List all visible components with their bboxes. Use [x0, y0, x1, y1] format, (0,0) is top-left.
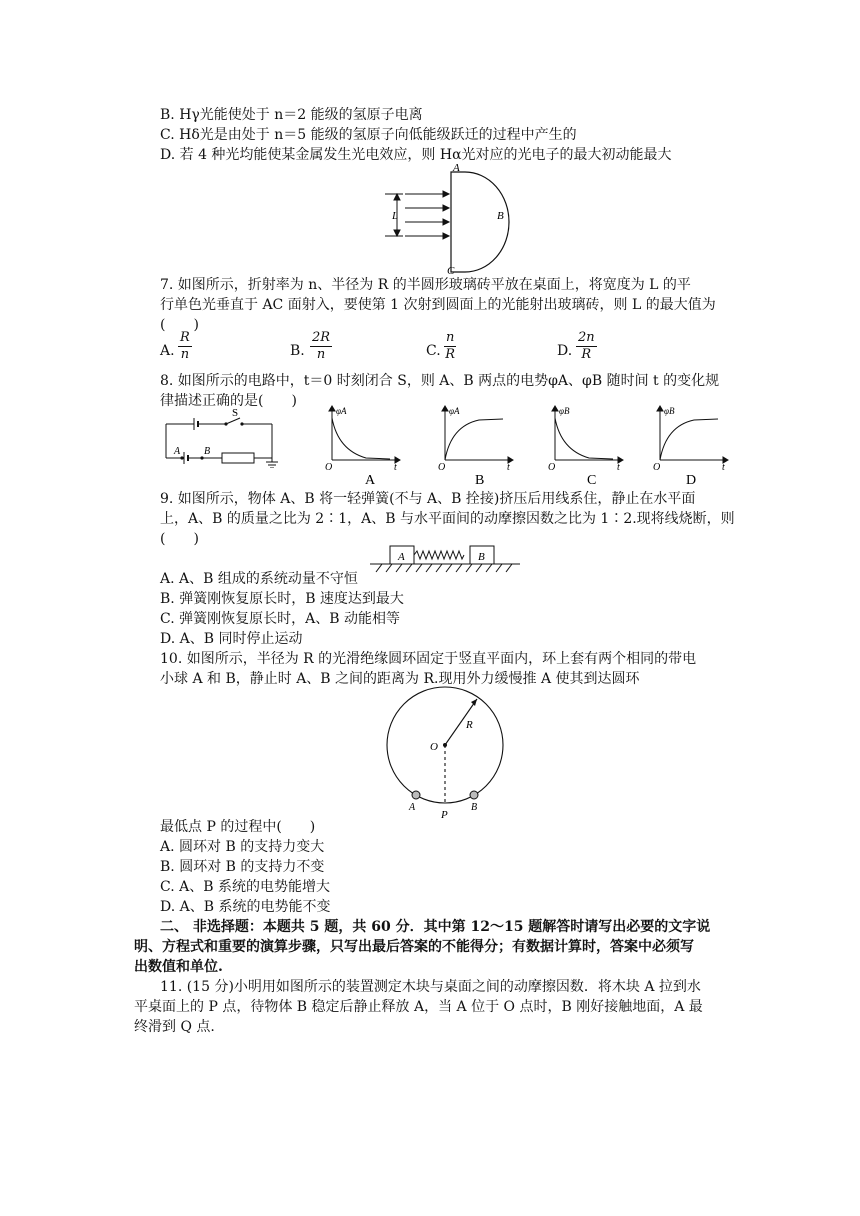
graph-d-caption: D [686, 473, 697, 486]
q10-option-b: B. 圆环对 B 的支持力不变 [160, 859, 325, 875]
q7-option-d-num: 2n [578, 330, 595, 345]
q7-semicircle-figure [375, 162, 515, 277]
graph-a-xlabel: t [394, 462, 397, 473]
graph-a-origin: O [325, 462, 333, 473]
ring-ball-a-label: A [409, 802, 416, 813]
q6-option-c: C. Hδ光是由处于 n＝5 能级的氢原子向低能级跃迁的过程中产生的 [160, 127, 577, 143]
q7-option-a-den: n [180, 347, 190, 362]
ring-ball-b-label: B [471, 802, 478, 813]
graph-c-caption: C [587, 473, 597, 486]
fig7-label-l: L [392, 210, 399, 222]
q10-option-d: D. A、B 系统的电势能不变 [160, 899, 331, 915]
fig7-label-b: B [497, 210, 504, 222]
q9-line1: 9. 如图所示，物体 A、B 将一轻弹簧(不与 A、B 拴接)挤压后用线系住，静止在水平面 [160, 491, 696, 507]
q9-block-b-label: B [478, 551, 485, 563]
q7-option-a-fraction [178, 330, 192, 363]
q10-option-a: A. 圆环对 B 的支持力变大 [160, 839, 325, 855]
q9-option-d: D. A、B 同时停止运动 [160, 631, 303, 647]
q6-option-d: D. 若 4 种光均能使某金属发生光电效应，则 Hα光对应的光电子的最大初动能最大 [160, 147, 672, 163]
section2-line1: 二、 非选择题：本题共 5 题，共 60 分．其中第 12～15 题解答时请写出必要的文字说 [160, 919, 711, 935]
q7-option-d-letter: D. [557, 343, 573, 359]
graph-d-origin: O [653, 462, 661, 473]
q8-graph-d [650, 402, 732, 486]
q7-option-a-num: R [180, 330, 190, 345]
q8-graph-b [435, 402, 517, 486]
q7-option-c-num: n [446, 330, 455, 345]
q9-option-c: C. 弹簧刚恢复原长时，A、B 动能相等 [160, 611, 400, 627]
graph-b-origin: O [438, 462, 446, 473]
graph-b-xlabel: t [507, 462, 510, 473]
graph-b-ylabel: φA [449, 406, 460, 416]
q8-circuit-figure [160, 406, 290, 468]
graph-d-xlabel: t [722, 462, 725, 473]
ring-bottom-label: P [441, 809, 448, 820]
q7-option-b-fraction [310, 330, 332, 363]
ring-center-label: O [430, 741, 438, 753]
q7-option-d-den: R [581, 347, 592, 362]
q11-line3: 终滑到 Q 点. [134, 1019, 215, 1035]
q9-spring-figure [368, 542, 524, 574]
q11-line2: 平桌面上的 P 点，待物体 B 稳定后静止释放 A，当 A 位于 O 点时，B 刚好接触地面，A 最 [134, 999, 703, 1015]
fig7-label-a: A [453, 162, 460, 174]
q9-option-b: B. 弹簧刚恢复原长时，B 速度达到最大 [160, 591, 404, 607]
section2-line3: 出数值和单位. [134, 959, 223, 975]
q11-line1: 11. (15 分)小明用如图所示的装置测定木块与桌面之间的动摩擦因数．将木块 A 拉到水 [160, 979, 701, 995]
circuit-point-b-label: B [204, 446, 211, 457]
q7-option-c-den: R [445, 347, 456, 362]
q7-line2: 行单色光垂直于 AC 面射入，要使第 1 次射到圆面上的光能射出玻璃砖，则 L 的最大值为 [160, 297, 716, 313]
circuit-switch-label: S [232, 407, 239, 419]
graph-a-ylabel: φA [336, 406, 347, 416]
fig7-label-c: C [447, 265, 455, 277]
graph-c-origin: O [548, 462, 556, 473]
q10-line2: 小球 A 和 B，静止时 A、B 之间的距离为 R.现用外力缓慢推 A 使其到达圆环 [160, 671, 640, 687]
q6-option-b: B. Hγ光能使处于 n＝2 能级的氢原子电离 [160, 107, 423, 123]
q9-block-a-label: A [398, 551, 405, 563]
q8-graph-c [545, 402, 627, 486]
q7-option-a-letter: A. [160, 343, 175, 359]
circuit-point-a-label: A [174, 446, 181, 457]
q9-option-a: A. A、B 组成的系统动量不守恒 [160, 571, 358, 587]
q8-line1: 8. 如图所示的电路中，t＝0 时刻闭合 S，则 A、B 两点的电势φA、φB 随时间 t 的变化规 [160, 373, 720, 389]
q10-line1: 10. 如图所示，半径为 R 的光滑绝缘圆环固定于竖直平面内，环上套有两个相同的带电 [160, 651, 697, 667]
q7-option-c-fraction [444, 330, 456, 363]
q10-option-c: C. A、B 系统的电势能增大 [160, 879, 330, 895]
q9-line3: ( ) [160, 531, 199, 547]
q9-line2: 上，A、B 的质量之比为 2∶1，A、B 与水平面间的动摩擦因数之比为 1∶2.现将线烧断，则 [160, 511, 735, 527]
graph-b-caption: B [475, 473, 485, 486]
q7-line1: 7. 如图所示，折射率为 n、半径为 R 的半圆形玻璃砖平放在桌面上，将宽度为 L 的平 [160, 277, 691, 293]
q7-option-b-den: n [316, 347, 326, 362]
graph-c-xlabel: t [617, 462, 620, 473]
q7-line3: ( ) [160, 317, 199, 333]
graph-c-ylabel: φB [559, 406, 570, 416]
q7-option-b-num: 2R [312, 330, 331, 345]
graph-d-ylabel: φB [664, 406, 675, 416]
graph-a-caption: A [365, 473, 376, 486]
q8-graph-a [322, 402, 404, 486]
q10-line3: 最低点 P 的过程中( ) [160, 819, 316, 835]
section2-line2: 明、方程式和重要的演算步骤，只写出最后答案的不能得分；有数据计算时，答案中必须写 [134, 939, 694, 955]
q7-option-d-fraction [576, 330, 597, 363]
q7-option-c-letter: C. [426, 343, 441, 359]
q10-ring-figure [380, 686, 510, 820]
q8-line2: 律描述正确的是( ) [160, 393, 297, 409]
ring-radius-label: R [466, 719, 473, 731]
q7-option-b-letter: B. [290, 343, 305, 359]
